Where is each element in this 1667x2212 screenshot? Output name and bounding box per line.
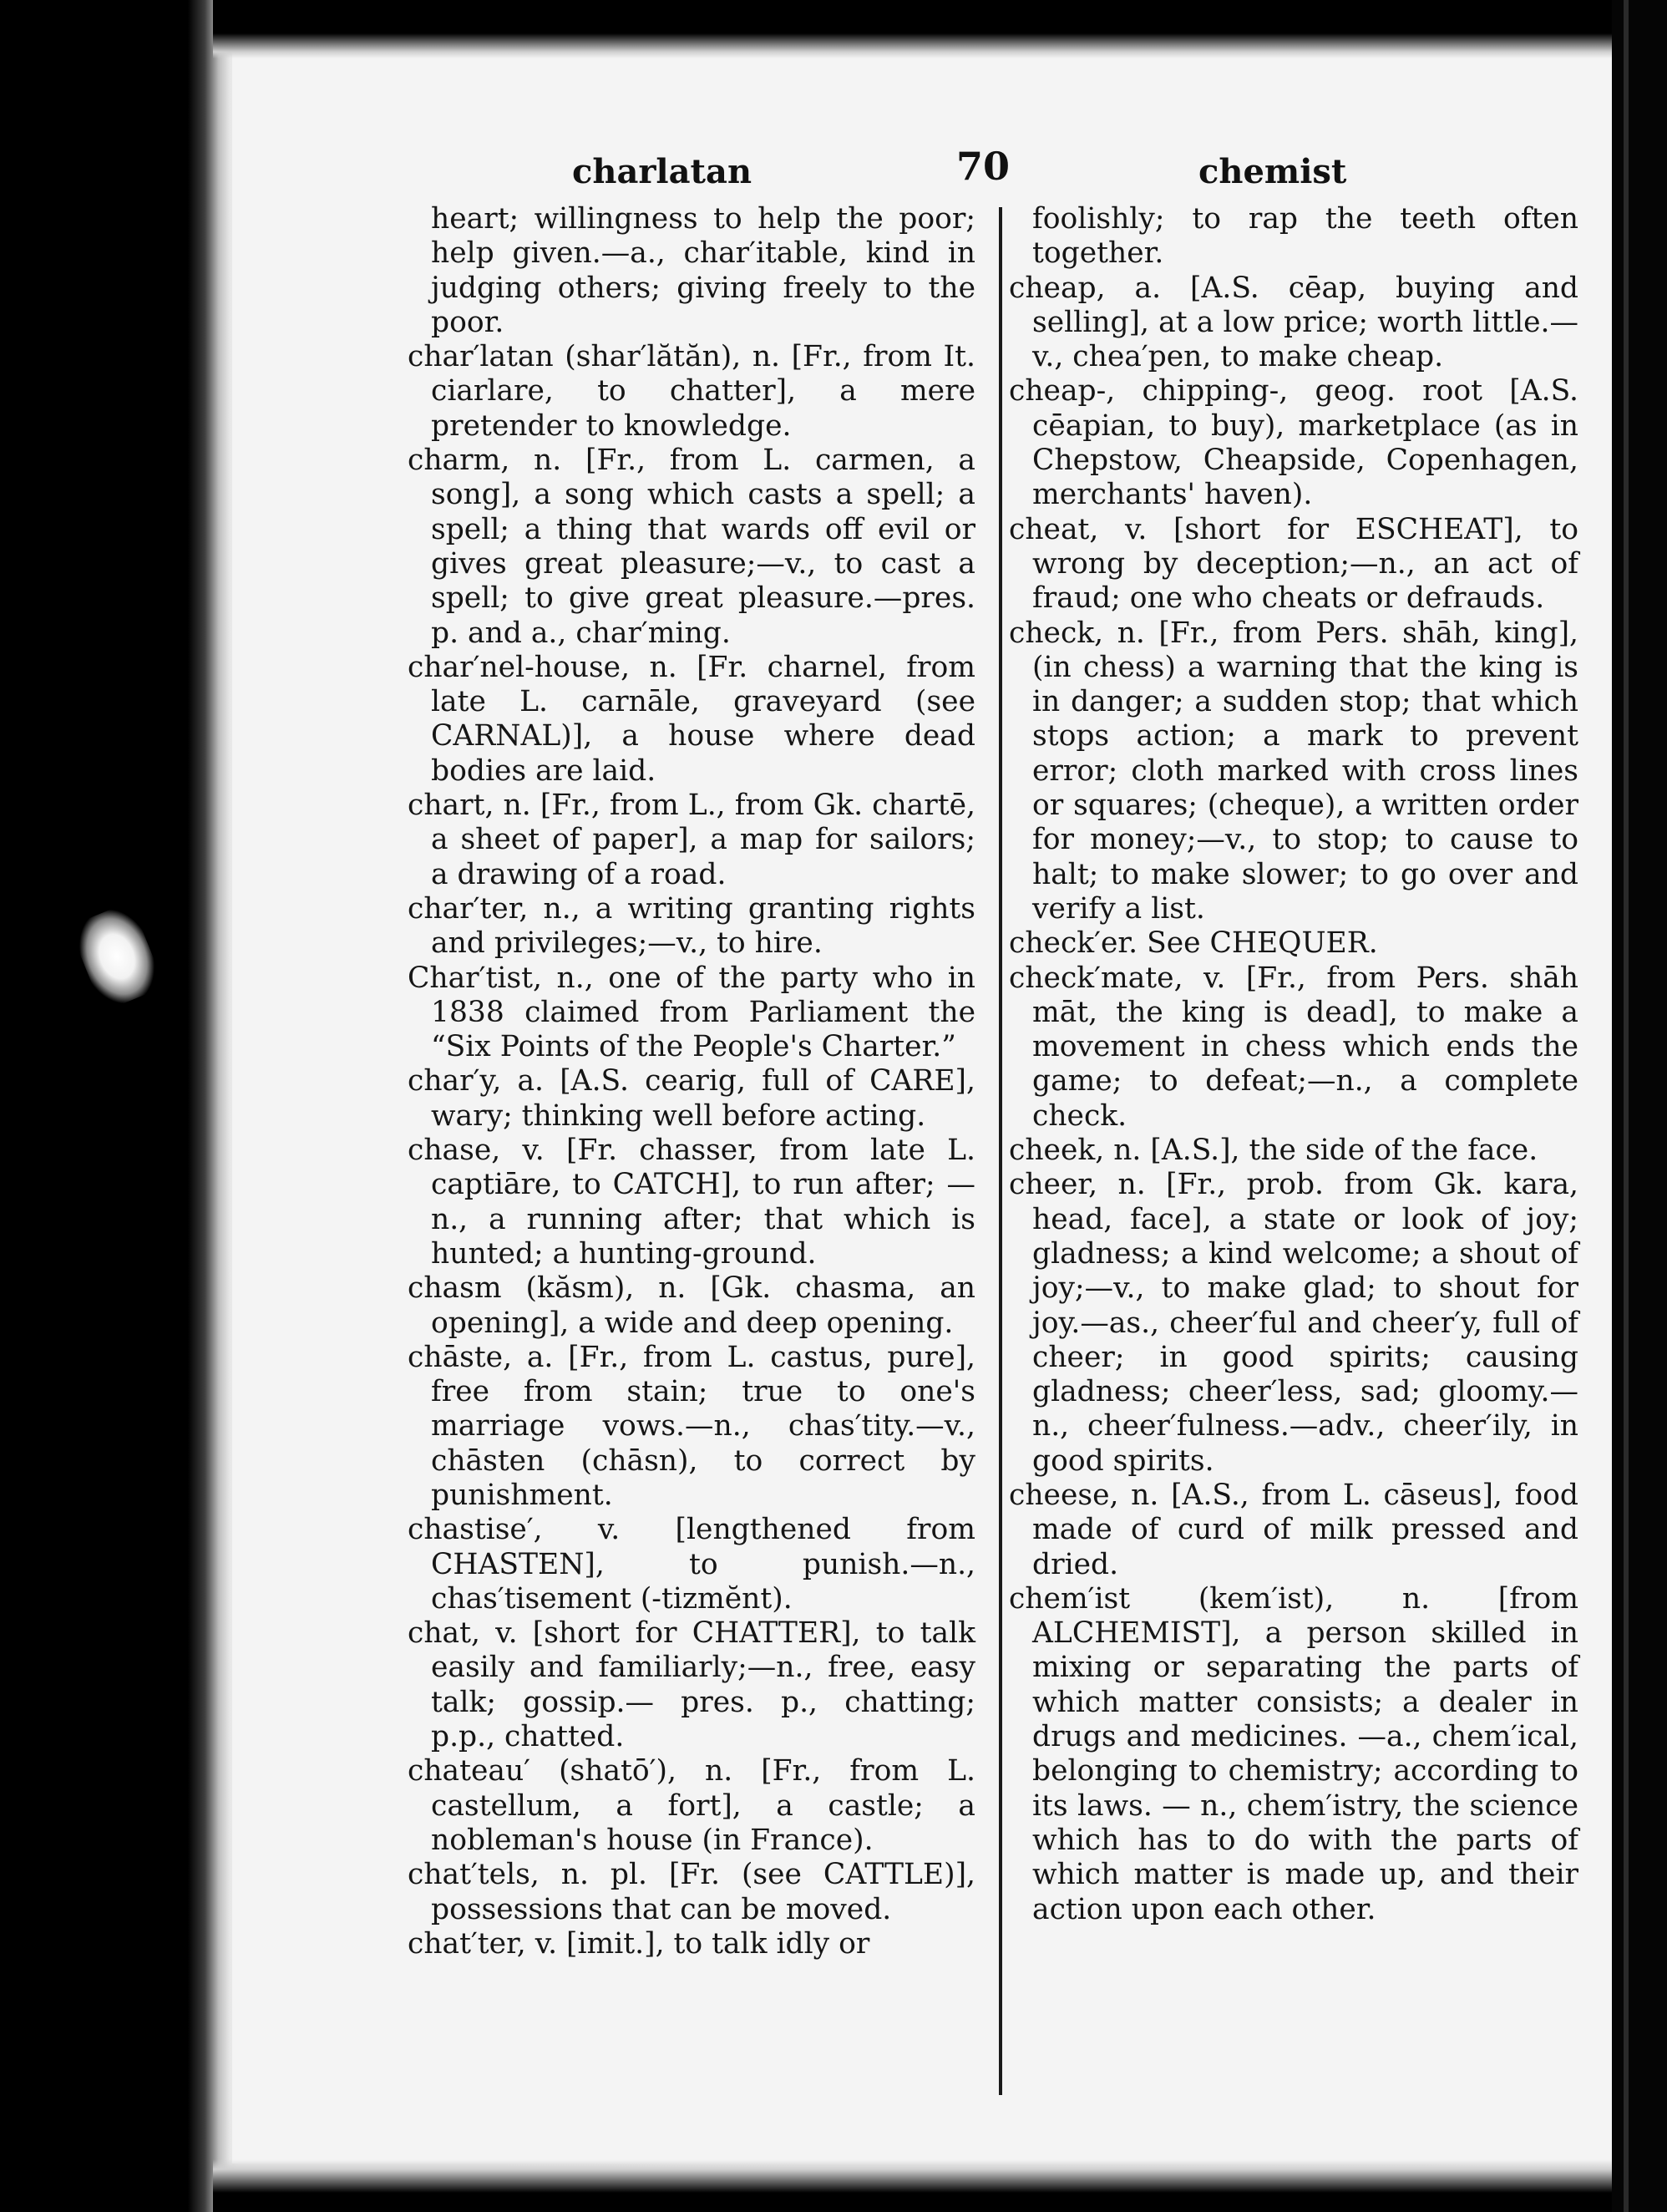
running-header [401, 144, 1403, 194]
entry-chateau: chateau′ (shatō′), n. [Fr., from L. castellum, a fort], a castle; a nobleman's house (in France). [408, 1754, 975, 1857]
entry-charm: charm, n. [Fr., from L. carmen, a song], a song which casts a spell; a spell; a thing that wards off evil or gives great pleasure;—v., to cast a spell; to give great pleasure.—pres. p. and a., char′ming. [408, 444, 975, 650]
entry-cheap-root: cheap-, chipping-, geog. root [A.S. cēapian, to buy), marketplace (as in Chepstow, Cheapside, Copenhagen, merchants' haven). [1009, 374, 1578, 512]
facing-page-edge [1612, 0, 1667, 2212]
entry-chattels: chat′tels, n. pl. [Fr. (see CATTLE)], possessions that can be moved. [408, 1858, 975, 1926]
column-divider [999, 207, 1002, 2095]
entry-chatter: chat′ter, v. [imit.], to talk idly or [408, 1926, 870, 1961]
entry-chemist: chem′ist (kem′ist), n. [from ALCHEMIST], a person skilled in mixing or separating the parts of which matter consists; a dealer in drugs and medicines. —a., chem′ical, belonging to chemistry; according to its laws. — n., chem′istry, the science which has to do with the parts of which matter is made up, and their action upon each other. [1009, 1581, 1578, 1926]
right-guide-word: chemist [1198, 152, 1347, 191]
entry-chase: chase, v. [Fr. chasser, from late L. captiāre, to CATCH], to run after; —n., a running after; that which is hunted; a hunting-ground. [408, 1134, 975, 1271]
entry-continuation: heart; willingness to help the poor; help given.—a., char′itable, kind in judging others; giving freely to the poor. [431, 202, 975, 339]
page-number: 70 [956, 144, 1011, 189]
entry-chart: chart, n. [Fr., from L., from Gk. chartē, a sheet of paper], a map for sailors; a drawing of a road. [408, 789, 975, 891]
entry-charter: char′ter, n., a writing granting rights and privileges;—v., to hire. [408, 891, 975, 961]
left-column [408, 202, 975, 1961]
entry-continuation: foolishly; to rap the teeth often together. [1032, 202, 1578, 271]
entry-chartist: Char′tist, n., one of the party who in 1838 claimed from Parliament the “Six Points of the People's Charter.” [408, 961, 975, 1064]
entry-charnel-house: char′nel-house, n. [Fr. charnel, from late L. carnāle, graveyard (see CARNAL)], a house where dead bodies are laid. [408, 650, 975, 788]
page-top-shadow [213, 0, 1633, 58]
entry-check: check, n. [Fr., from Pers. shāh, king], (in chess) a warning that the king is in danger; a sudden stop; that which stops action; a mark to prevent error; cloth marked with cross lines or squares; (cheque), a written order for money;—v., to stop; to cause to halt; to make slower; to go over and verify a list. [1009, 616, 1578, 926]
entry-chaste: chāste, a. [Fr., from L. castus, pure], free from stain; true to one's marriage vows.—n., chas′tity.—v., chāsten (chāsn), to correct by punishment. [408, 1340, 975, 1512]
entry-cheap: cheap, a. [A.S. cēap, buying and selling], at a low price; worth little.—v., chea′pen, to make cheap. [1009, 271, 1578, 374]
left-guide-word: charlatan [572, 152, 752, 191]
entry-checker: check′er. See CHEQUER. [1009, 926, 1378, 961]
facing-page-strip [1624, 0, 1629, 2212]
entry-cheat: cheat, v. [short for ESCHEAT], to wrong by deception;—n., an act of fraud; one who cheats or defrauds. [1009, 512, 1578, 616]
page-bottom-shadow [213, 2159, 1633, 2212]
entry-checkmate: check′mate, v. [Fr., from Pers. shāh māt, the king is dead], to make a movement in chess which ends the game; to defeat;—n., a complete check. [1009, 961, 1578, 1133]
entry-chasm: chasm (kăsm), n. [Gk. chasma, an opening], a wide and deep opening. [408, 1271, 975, 1340]
entry-cheek: cheek, n. [A.S.], the side of the face. [1009, 1134, 1538, 1168]
entry-charlatan: char′latan (shar′lătăn), n. [Fr., from It. ciarlare, to chatter], a mere pretender to knowledge. [408, 340, 975, 443]
entry-cheese: cheese, n. [A.S., from L. cāseus], food made of curd of milk pressed and dried. [1009, 1478, 1578, 1581]
entry-cheer: cheer, n. [Fr., prob. from Gk. kara, head, face], a state or look of joy; gladness; a kind welcome; a shout of joy;—v., to make glad; to shout for joy.—as., cheer′ful and cheer′y, full of cheer; in good spirits; causing gladness; cheer′less, sad; gloomy.—n., cheer′fulness.—adv., cheer′ily, in good spirits. [1009, 1168, 1578, 1478]
entry-chat: chat, v. [short for CHATTER], to talk easily and familiarly;—n., free, easy talk; gossip.— pres. p., chatting; p.p., chatted. [408, 1616, 975, 1754]
entry-chastise: chastise′, v. [lengthened from CHASTEN], to punish.—n., chas′tisement (-tizmĕnt). [408, 1513, 975, 1616]
right-column [1009, 202, 1578, 1927]
entry-chary: char′y, a. [A.S. cearig, full of CARE], wary; thinking well before acting. [408, 1064, 975, 1133]
